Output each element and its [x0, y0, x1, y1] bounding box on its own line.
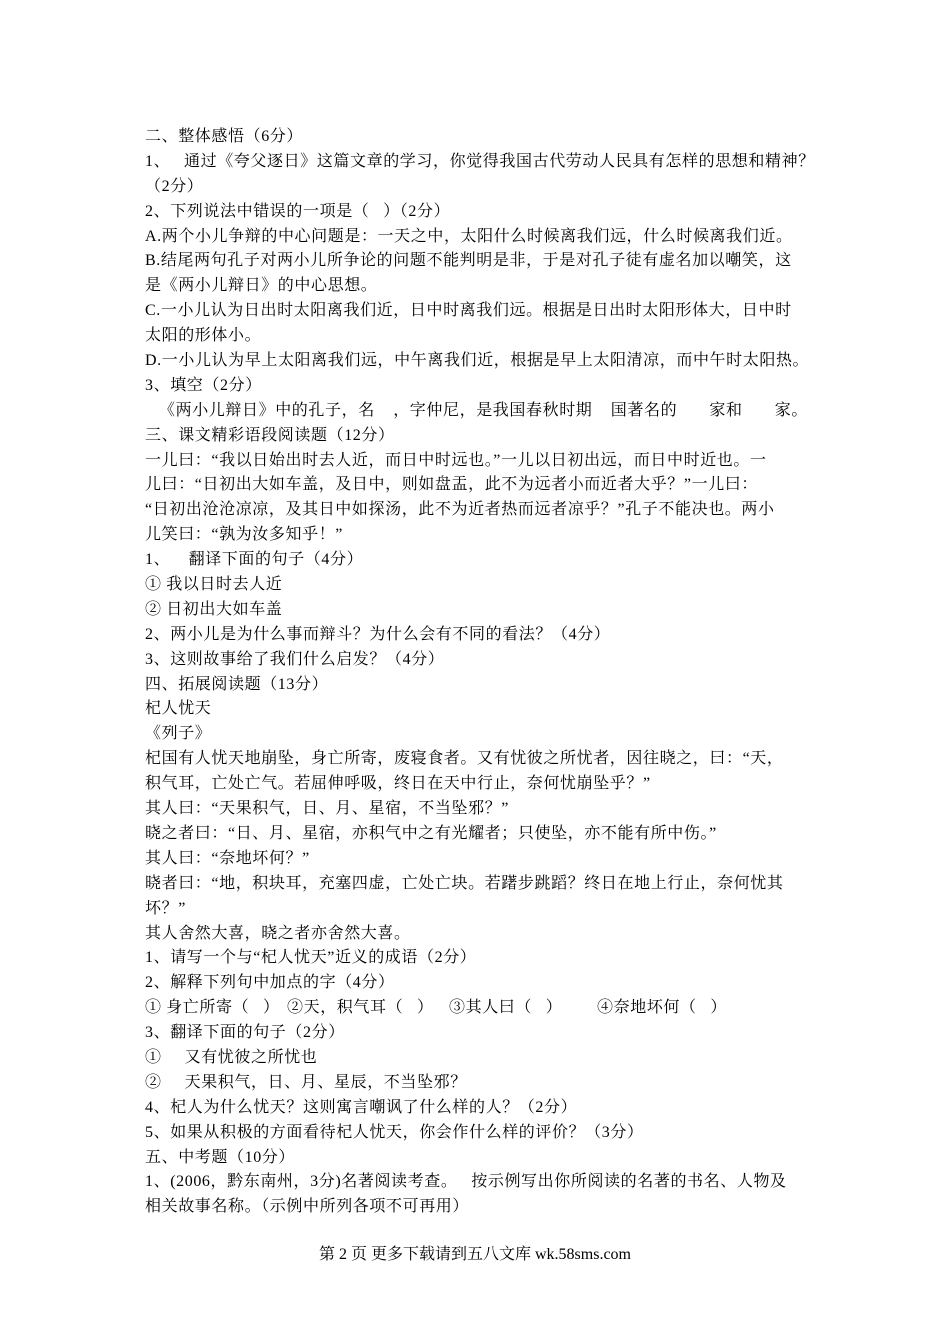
section-extended-reading	[145, 673, 835, 1146]
passage-line: 杞国有人忧天地崩坠，身亡所寄，废寝食者。又有忧彼之所忧者，因往晓之，曰：“天，	[145, 750, 784, 768]
passage-line: 晓之者曰：“日、月、星宿，亦积气中之有光耀者；只使坠，亦不能有所中伤。”	[145, 824, 717, 842]
translate-item: ② 日初出大如车盖	[145, 600, 283, 618]
question-text: 1、 翻译下面的句子（4分）	[145, 551, 364, 569]
question-text: 3、填空（2分）	[145, 376, 262, 394]
passage-line: 儿笑曰：“孰为汝多知乎！”	[145, 526, 344, 544]
passage-line: 其人舍然大喜，晓之者亦舍然大喜。	[145, 924, 411, 942]
footer-text: 第 2 页 更多下载请到五八文库 wk.58sms.com	[318, 1246, 631, 1263]
section-exam-questions	[145, 1146, 835, 1221]
question-text: 2、解释下列句中加点的字（4分）	[145, 974, 395, 992]
blank-items-row	[145, 996, 835, 1021]
document-body	[145, 125, 835, 1220]
question-text: 1、请写一个与“杞人忧天”近义的成语（2分）	[145, 949, 477, 967]
answer-option: B.结尾两句孔子对两小儿所争论的问题不能判明是非，于是对孔子徒有虚名加以嘲笑，这	[145, 252, 792, 270]
blank-item: ① 身亡所寄（ ）	[145, 999, 280, 1017]
passage-line: 晓者曰：“地，积块耳，充塞四虚，亡处亡块。若躇步跳蹈？终日在地上行止，奈何忧其	[145, 874, 784, 892]
question-text: 相关故事名称。（示例中所列各项不可再用）	[145, 1198, 470, 1216]
section-heading: 五、中考题（10分）	[145, 1148, 296, 1166]
section-heading: 二、整体感悟（6分）	[145, 128, 304, 145]
passage-line: 其人曰：“天果积气，日、月、星宿，不当坠邪？”	[145, 800, 510, 818]
question-text: 4、杞人为什么忧天？这则寓言嘲讽了什么样的人？（2分）	[145, 1098, 578, 1116]
passage-line: “日初出沧沧凉凉，及其日中如探汤，此不为近者热而远者凉乎？”孔子不能决也。两小	[145, 501, 775, 519]
translate-item: ① 我以日时去人近	[145, 576, 283, 594]
answer-option: D.一小儿认为早上太阳离我们远，中午离我们近，根据是早上太阳清凉，而中午时太阳热。	[145, 352, 810, 370]
blank-item: ④奈地坏何（ ）	[597, 999, 728, 1017]
question-text: （2分）	[145, 177, 204, 195]
section-heading: 三、课文精彩语段阅读题（12分）	[145, 426, 395, 444]
passage-line: 积气耳，亡处亡气。若屈伸呼吸，终日在天中行止，奈何忧崩坠乎？”	[145, 775, 651, 793]
answer-option: C.一小儿认为日出时太阳离我们近，日中时离我们远。根据是日出时太阳形体大，日中时	[145, 302, 792, 320]
question-text: 3、翻译下面的句子（2分）	[145, 1024, 345, 1042]
section-passage-reading	[145, 424, 835, 673]
fill-blank-line: 《两小儿辩日》中的孔子，名 ，字仲尼，是我国春秋时期 国著名的 家和 家。	[159, 401, 809, 419]
answer-option: A.两个小儿争辩的中心问题是：一天之中，太阳什么时候离我们远，什么时候离我们近。	[145, 227, 793, 245]
blank-item: ②天，积气耳（ ）	[287, 999, 434, 1017]
passage-title: 杞人忧天	[145, 700, 212, 718]
question-text: 1、(2006，黔东南州，3分)名著阅读考查。 按示例写出你所阅读的名著的书名、人物及	[145, 1173, 787, 1191]
question-text: 3、这则故事给了我们什么启发？（4分）	[145, 650, 445, 668]
question-text: 2、下列说法中错误的一项是（ ）（2分）	[145, 202, 451, 220]
passage-line: 其人曰：“奈地坏何？”	[145, 849, 310, 867]
passage-source: 《列子》	[145, 725, 212, 743]
blank-item: ③其人曰（ ）	[449, 999, 563, 1017]
translate-item: ② 天果积气，日、月、星辰，不当坠邪？	[145, 1073, 467, 1091]
question-text: 5、如果从积极的方面看待杞人忧天，你会作什么样的评价？（3分）	[145, 1123, 644, 1141]
translate-item: ① 又有忧彼之所忧也	[145, 1048, 318, 1066]
question-text: 1、 通过《夸父逐日》这篇文章的学习，你觉得我国古代劳动人民具有怎样的思想和精神？	[145, 152, 815, 170]
answer-option: 是《两小儿辩日》的中心思想。	[145, 277, 378, 295]
passage-line: 儿曰：“日初出大如车盖，及日中，则如盘盂，此不为远者小而近者大乎？”一儿曰：	[145, 476, 759, 494]
section-overall-understanding	[145, 125, 835, 424]
question-text: 2、两小儿是为什么事而辩斗？为什么会有不同的看法？（4分）	[145, 625, 611, 643]
answer-option: 太阳的形体小。	[145, 327, 262, 345]
section-heading: 四、拓展阅读题（13分）	[145, 675, 329, 693]
passage-line: 坏？”	[145, 899, 186, 917]
passage-line: 一儿曰：“我以日始出时去人近，而日中时远也。”一儿以日初出远，而日中时近也。一	[145, 451, 767, 469]
